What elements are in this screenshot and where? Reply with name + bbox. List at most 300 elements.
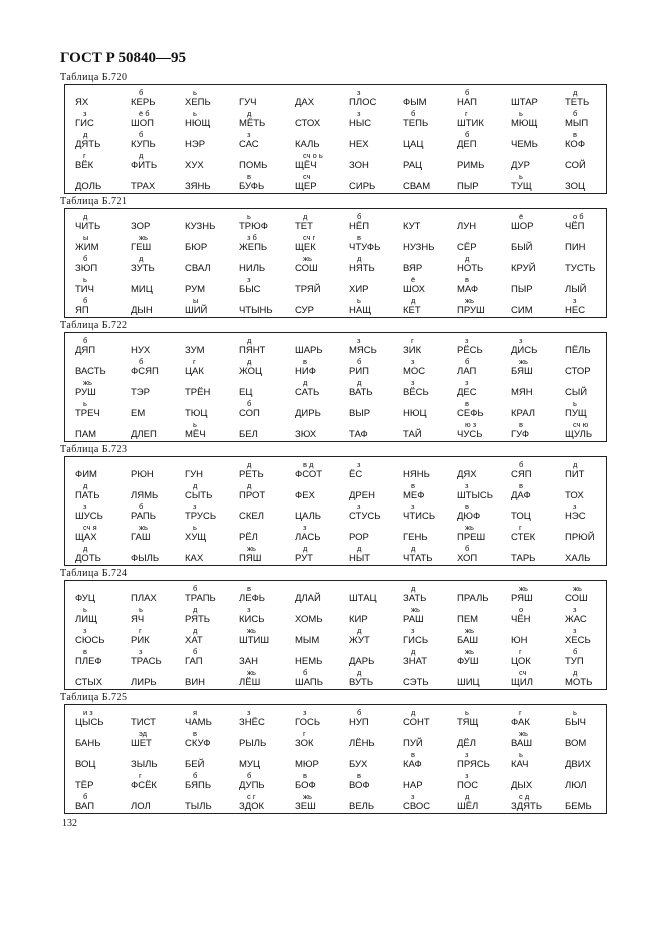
cell-word: ДОЛЬ [75, 181, 102, 192]
cell-annotation: з [193, 502, 197, 511]
table-row [65, 379, 606, 401]
cell-word: ТРЯЙ [295, 284, 321, 295]
cell-word: ГИС [75, 118, 94, 129]
table-row [65, 606, 606, 628]
table-row [65, 503, 606, 525]
cell-word: ВАШ [511, 738, 533, 749]
cell-word: ФУЦ [75, 593, 95, 604]
cell-word: РЮН [131, 469, 154, 480]
cell-annotation: б [465, 357, 470, 366]
cell-word: БАНЬ [75, 738, 101, 749]
cell-annotation: в [465, 275, 469, 284]
cell-annotation: в [247, 172, 251, 181]
cell-word: РЫЛЬ [239, 738, 267, 749]
cell-word: ПЁЛЬ [565, 345, 591, 356]
cell-word: ГЕШ [131, 242, 152, 253]
cell-word: ЛЯМЬ [131, 490, 159, 501]
cell-word: ЧЁП [565, 221, 585, 232]
cell-annotation: д [303, 544, 308, 553]
cell-annotation: жь [139, 233, 148, 242]
cell-word: ЯЧ [131, 614, 145, 625]
cell-word: ЧТАТЬ [403, 553, 433, 564]
cell-word: ТОЦ [511, 511, 531, 522]
cell-word: ЩУЛЬ [565, 429, 593, 440]
cell-word: ШЕТ [131, 738, 152, 749]
table-row [65, 110, 606, 132]
cell-word: ЯХ [75, 97, 89, 108]
cell-word: ФУШ [457, 656, 479, 667]
cell-word: ТРЕЧ [75, 408, 100, 419]
cell-word: ЖУТ [349, 635, 370, 646]
cell-word: ЖОЦ [239, 366, 262, 377]
cell-word: ЛЁШ [239, 677, 261, 688]
cell-annotation: жь [303, 792, 312, 801]
cell-word: ПРУШ [457, 305, 485, 316]
cell-annotation: з [411, 378, 415, 387]
cell-word: НЮЩ [185, 118, 211, 129]
cell-word: НАР [403, 780, 423, 791]
cell-word: НЁП [349, 221, 370, 232]
cell-annotation: жь [465, 626, 474, 635]
cell-annotation: з [247, 275, 251, 284]
cell-word: МОТЬ [565, 677, 593, 688]
cell-annotation: г [303, 729, 306, 738]
cell-word: ДЕС [457, 387, 477, 398]
cell-annotation: д [411, 544, 416, 553]
cell-word: ШИЙ [185, 305, 208, 316]
cell-annotation: з [411, 626, 415, 635]
cell-annotation: д [193, 605, 198, 614]
cell-annotation: в [411, 481, 415, 490]
cell-annotation: д [573, 668, 578, 677]
cell-annotation: б [139, 130, 144, 139]
table-row [65, 337, 606, 359]
table-row [65, 524, 606, 546]
cell-annotation: в [519, 481, 523, 490]
cell-word: ТАЙ [403, 429, 422, 440]
cell-word: БЫЧ [565, 717, 586, 728]
cell-annotation: в [357, 771, 361, 780]
cell-annotation: в [411, 750, 415, 759]
cell-annotation: д [357, 378, 362, 387]
cell-annotation: о б [573, 212, 584, 221]
cell-annotation: г [465, 109, 468, 118]
cell-word: СЭТЬ [403, 677, 429, 688]
cell-annotation: з [247, 130, 251, 139]
cell-annotation: з [411, 792, 415, 801]
cell-word: ДВИХ [565, 759, 591, 770]
cell-word: ГАП [185, 656, 203, 667]
cell-word: ЦАЦ [403, 139, 424, 150]
table-caption: Таблица Б.725 [60, 692, 128, 703]
cell-word: ВАП [75, 801, 95, 812]
cell-word: ЗОН [349, 160, 369, 171]
cell-annotation: сч [303, 172, 311, 181]
cell-annotation: д [83, 481, 88, 490]
cell-annotation: б [303, 668, 308, 677]
cell-word: РЁЛ [239, 532, 258, 543]
cell-word: ЗУМ [185, 345, 205, 356]
cell-word: ПЯНТ [239, 345, 266, 356]
cell-word: ВАСТЬ [75, 366, 106, 377]
cell-annotation: с д [519, 792, 530, 801]
cell-word: ДЯП [75, 345, 96, 356]
cell-word: ХОП [457, 553, 478, 564]
cell-word: БЫС [239, 284, 261, 295]
cell-annotation: д [247, 109, 252, 118]
cell-annotation: з [247, 708, 251, 717]
cell-annotation: з [139, 647, 143, 656]
cell-annotation: з [83, 109, 87, 118]
cell-word: ФИТЬ [131, 160, 158, 171]
cell-annotation: з [83, 502, 87, 511]
word-table [64, 704, 607, 814]
cell-annotation: д [139, 151, 144, 160]
cell-annotation: б [83, 792, 88, 801]
cell-word: МЕФ [403, 490, 425, 501]
cell-annotation: б [247, 399, 252, 408]
cell-word: КУПЬ [131, 139, 156, 150]
cell-annotation: ь [193, 88, 197, 97]
cell-word: ВЯР [403, 263, 423, 274]
cell-annotation: б [193, 771, 198, 780]
cell-annotation: б [357, 708, 362, 717]
cell-annotation: жь [573, 584, 582, 593]
cell-annotation: ь [83, 275, 87, 284]
cell-word: ПЛОС [349, 97, 377, 108]
cell-annotation: д [193, 626, 198, 635]
cell-word: ШТИК [457, 118, 484, 129]
table-caption: Таблица Б.722 [60, 320, 128, 331]
cell-annotation: д [573, 460, 578, 469]
cell-word: ПЫР [511, 284, 533, 295]
cell-word: ФЕХ [295, 490, 315, 501]
cell-annotation: сч о ь [303, 151, 323, 160]
cell-word: ВЁСЬ [403, 387, 429, 398]
cell-word: ЛУН [457, 221, 477, 232]
cell-word: ДЕП [457, 139, 477, 150]
table-row [65, 730, 606, 752]
cell-annotation: ь [519, 109, 523, 118]
cell-annotation: г [411, 336, 414, 345]
cell-annotation: ы [83, 233, 89, 242]
cell-word: ЩИЛ [511, 677, 533, 688]
cell-word: ГАШ [131, 532, 151, 543]
cell-word: ЛОЛ [131, 801, 151, 812]
cell-word: ТИСТ [131, 717, 156, 728]
cell-word: ФЫМ [403, 97, 427, 108]
cell-word: НОТЬ [457, 263, 484, 274]
cell-word: ФЫЛЬ [131, 553, 160, 564]
cell-word: КЕТ [403, 305, 421, 316]
cell-annotation: г [83, 151, 86, 160]
cell-annotation: я [193, 708, 198, 717]
cell-annotation: жь [519, 357, 528, 366]
cell-annotation: в [357, 233, 361, 242]
cell-word: ШАПЬ [295, 677, 323, 688]
cell-annotation: д [411, 584, 416, 593]
cell-annotation: б [139, 88, 144, 97]
cell-annotation: в [465, 399, 469, 408]
cell-word: ЖАС [565, 614, 587, 625]
cell-word: ФАК [511, 717, 530, 728]
cell-annotation: б [357, 212, 362, 221]
cell-annotation: б [247, 771, 252, 780]
cell-annotation: ё [411, 275, 416, 284]
cell-word: НАЩ [349, 305, 372, 316]
cell-word: ТРАХ [131, 181, 156, 192]
cell-word: ДЯТЬ [75, 139, 101, 150]
cell-word: ЗЕШ [295, 801, 316, 812]
cell-word: ТОХ [565, 490, 584, 501]
cell-word: БОФ [295, 780, 316, 791]
cell-word: КИСЬ [239, 614, 265, 625]
cell-word: КРАЛ [511, 408, 536, 419]
table-row [65, 358, 606, 380]
cell-word: ДЯХ [457, 469, 477, 480]
cell-word: ЧТИСЬ [403, 511, 436, 522]
cell-word: ЗДОК [239, 801, 265, 812]
cell-word: ШОР [511, 221, 534, 232]
cell-word: ЩАХ [75, 532, 97, 543]
cell-word: ДЁЛ [457, 738, 477, 749]
cell-annotation: ь [193, 109, 197, 118]
cell-annotation: ь [247, 212, 251, 221]
table-caption: Таблица Б.720 [60, 72, 128, 83]
cell-word: ЦЫСЬ [75, 717, 104, 728]
cell-annotation: в [303, 357, 307, 366]
cell-annotation: с г [247, 792, 256, 801]
cell-annotation: ь [519, 750, 523, 759]
cell-word: СТОР [565, 366, 591, 377]
cell-word: ДЫН [131, 305, 153, 316]
cell-annotation: д [247, 460, 252, 469]
cell-word: ЗУТЬ [131, 263, 155, 274]
cell-word: РИМЬ [457, 160, 485, 171]
cell-word: ПОМЬ [239, 160, 268, 171]
cell-word: ТУСТЬ [565, 263, 596, 274]
cell-annotation: ь [83, 605, 87, 614]
cell-word: ЧАМЬ [185, 717, 212, 728]
cell-word: ЮН [511, 635, 528, 646]
cell-word: ЗЮП [75, 263, 98, 274]
cell-annotation: з [411, 357, 415, 366]
cell-word: НИЛЬ [239, 263, 266, 274]
cell-annotation: б [139, 357, 144, 366]
cell-word: ТРАСЬ [131, 656, 162, 667]
cell-word: ЗОР [131, 221, 151, 232]
word-table [64, 332, 607, 442]
cell-word: ПУЙ [403, 738, 423, 749]
cell-word: ПЛЕФ [75, 656, 102, 667]
cell-word: СЕФЬ [457, 408, 484, 419]
cell-word: ЛИРЬ [131, 677, 157, 688]
cell-word: ФИМ [75, 469, 97, 480]
cell-annotation: з [357, 502, 361, 511]
cell-word: НУХ [131, 345, 151, 356]
table-row [65, 421, 606, 443]
cell-annotation: б [193, 647, 198, 656]
table-row [65, 482, 606, 504]
cell-annotation: д [357, 668, 362, 677]
cell-word: СТЕК [511, 532, 536, 543]
cell-word: ТЁР [75, 780, 94, 791]
cell-word: МЮЩ [511, 118, 538, 129]
cell-annotation: д [465, 792, 470, 801]
table-row [65, 669, 606, 691]
cell-annotation: ь [519, 172, 523, 181]
cell-word: ДАФ [511, 490, 531, 501]
cell-word: ЗЫЛЬ [131, 759, 158, 770]
cell-word: НЮЦ [403, 408, 427, 419]
cell-annotation: в [573, 130, 577, 139]
cell-word: ЦАК [185, 366, 204, 377]
cell-word: ВОМ [565, 738, 587, 749]
table-row [65, 751, 606, 773]
cell-word: ДЮФ [457, 511, 481, 522]
cell-word: ЗНАТ [403, 656, 427, 667]
cell-word: ЕЦ [239, 387, 253, 398]
cell-word: НЭС [565, 511, 586, 522]
cell-word: НИФ [295, 366, 316, 377]
cell-annotation: д [303, 378, 308, 387]
cell-word: САТЬ [295, 387, 320, 398]
cell-word: ДИСЬ [511, 345, 538, 356]
cell-word: ТРЁН [185, 387, 211, 398]
cell-word: ЧТУФЬ [349, 242, 381, 253]
cell-word: ВОФ [349, 780, 370, 791]
cell-annotation: з [247, 605, 251, 614]
cell-word: ВЁК [75, 160, 94, 171]
cell-word: МЯСЬ [349, 345, 377, 356]
cell-word: КРУЙ [511, 263, 536, 274]
cell-annotation: ь [465, 708, 469, 717]
cell-word: ХАЛЬ [565, 553, 591, 564]
cell-word: ЛЫЙ [565, 284, 587, 295]
cell-word: ПИТ [565, 469, 585, 480]
cell-annotation: б [465, 130, 470, 139]
table-row [65, 173, 606, 195]
cell-annotation: б [83, 296, 88, 305]
cell-word: ЦАЛЬ [295, 511, 322, 522]
cell-annotation: жь [465, 647, 474, 656]
cell-word: ХОМЬ [295, 614, 323, 625]
cell-word: РЕТЬ [239, 469, 264, 480]
cell-word: ЗАТЬ [403, 593, 427, 604]
table-row [65, 793, 606, 815]
cell-word: КИР [349, 614, 368, 625]
cell-annotation: жь [83, 378, 92, 387]
cell-annotation: ь [83, 399, 87, 408]
cell-annotation: д [573, 88, 578, 97]
table-row [65, 400, 606, 422]
cell-word: ЧЕМЬ [511, 139, 538, 150]
cell-word: ТЫЛЬ [185, 801, 212, 812]
cell-word: СЁР [457, 242, 477, 253]
cell-word: КАХ [185, 553, 204, 564]
cell-word: БУХ [349, 759, 368, 770]
cell-annotation: д [247, 336, 252, 345]
cell-word: СВОС [403, 801, 431, 812]
cell-word: МЫП [565, 118, 589, 129]
table-caption: Таблица Б.723 [60, 444, 128, 455]
cell-word: НЯНЬ [403, 469, 430, 480]
cell-word: ПУЩ [565, 408, 587, 419]
cell-word: ДРЕН [349, 490, 375, 501]
cell-annotation: д [411, 708, 416, 717]
cell-word: ВОЦ [75, 759, 96, 770]
cell-word: ХУХ [185, 160, 204, 171]
cell-word: ЩЕК [295, 242, 316, 253]
cell-annotation: д [465, 254, 470, 263]
cell-word: СУР [295, 305, 314, 316]
cell-word: ЗАН [239, 656, 258, 667]
cell-word: ПИН [565, 242, 586, 253]
cell-annotation: з [519, 336, 523, 345]
cell-annotation: з [411, 502, 415, 511]
table-row [65, 709, 606, 731]
cell-word: БЕМЬ [565, 801, 592, 812]
cell-annotation: з [357, 109, 361, 118]
cell-annotation: г [519, 523, 522, 532]
cell-word: ВЕЛЬ [349, 801, 375, 812]
cell-annotation: д [83, 130, 88, 139]
cell-annotation: д [139, 254, 144, 263]
cell-word: БЫЙ [511, 242, 533, 253]
cell-annotation: б [83, 254, 88, 263]
cell-word: ГУФ [511, 429, 530, 440]
cell-word: СЮСЬ [75, 635, 105, 646]
cell-word: ХИР [349, 284, 369, 295]
cell-word: ЗНЁС [239, 717, 265, 728]
cell-word: ХАТ [185, 635, 203, 646]
cell-annotation: жь [139, 523, 148, 532]
cell-annotation: з б [247, 233, 257, 242]
cell-annotation: г [139, 771, 142, 780]
table-row [65, 131, 606, 153]
page-number: 132 [62, 818, 77, 829]
cell-annotation: ь [139, 605, 143, 614]
cell-word: ФСЯП [131, 366, 159, 377]
cell-annotation: д [303, 212, 308, 221]
cell-word: ЧИТЬ [75, 221, 101, 232]
cell-word: ЕМ [131, 408, 146, 419]
cell-annotation: в [193, 729, 197, 738]
cell-annotation: з [573, 605, 577, 614]
cell-word: СКУФ [185, 738, 211, 749]
page-header: ГОСТ Р 50840—95 [60, 50, 187, 66]
cell-annotation: жь [519, 584, 528, 593]
cell-annotation: б [465, 88, 470, 97]
word-table [64, 208, 607, 318]
cell-annotation: д [83, 212, 88, 221]
table-row [65, 152, 606, 174]
cell-word: БЕЛ [239, 429, 258, 440]
cell-word: ПРАЛЬ [457, 593, 489, 604]
cell-word: РЯТЬ [185, 614, 211, 625]
table-row [65, 627, 606, 649]
cell-word: СОЙ [565, 160, 586, 171]
cell-word: ГОСЬ [295, 717, 321, 728]
cell-annotation: в [465, 502, 469, 511]
cell-word: ДЫХ [511, 780, 533, 791]
cell-word: НЕС [565, 305, 586, 316]
cell-annotation: в д [303, 460, 314, 469]
cell-annotation: б [193, 584, 198, 593]
cell-word: МЫМ [295, 635, 320, 646]
cell-word: РУТ [295, 553, 313, 564]
cell-word: ХЕПЬ [185, 97, 211, 108]
